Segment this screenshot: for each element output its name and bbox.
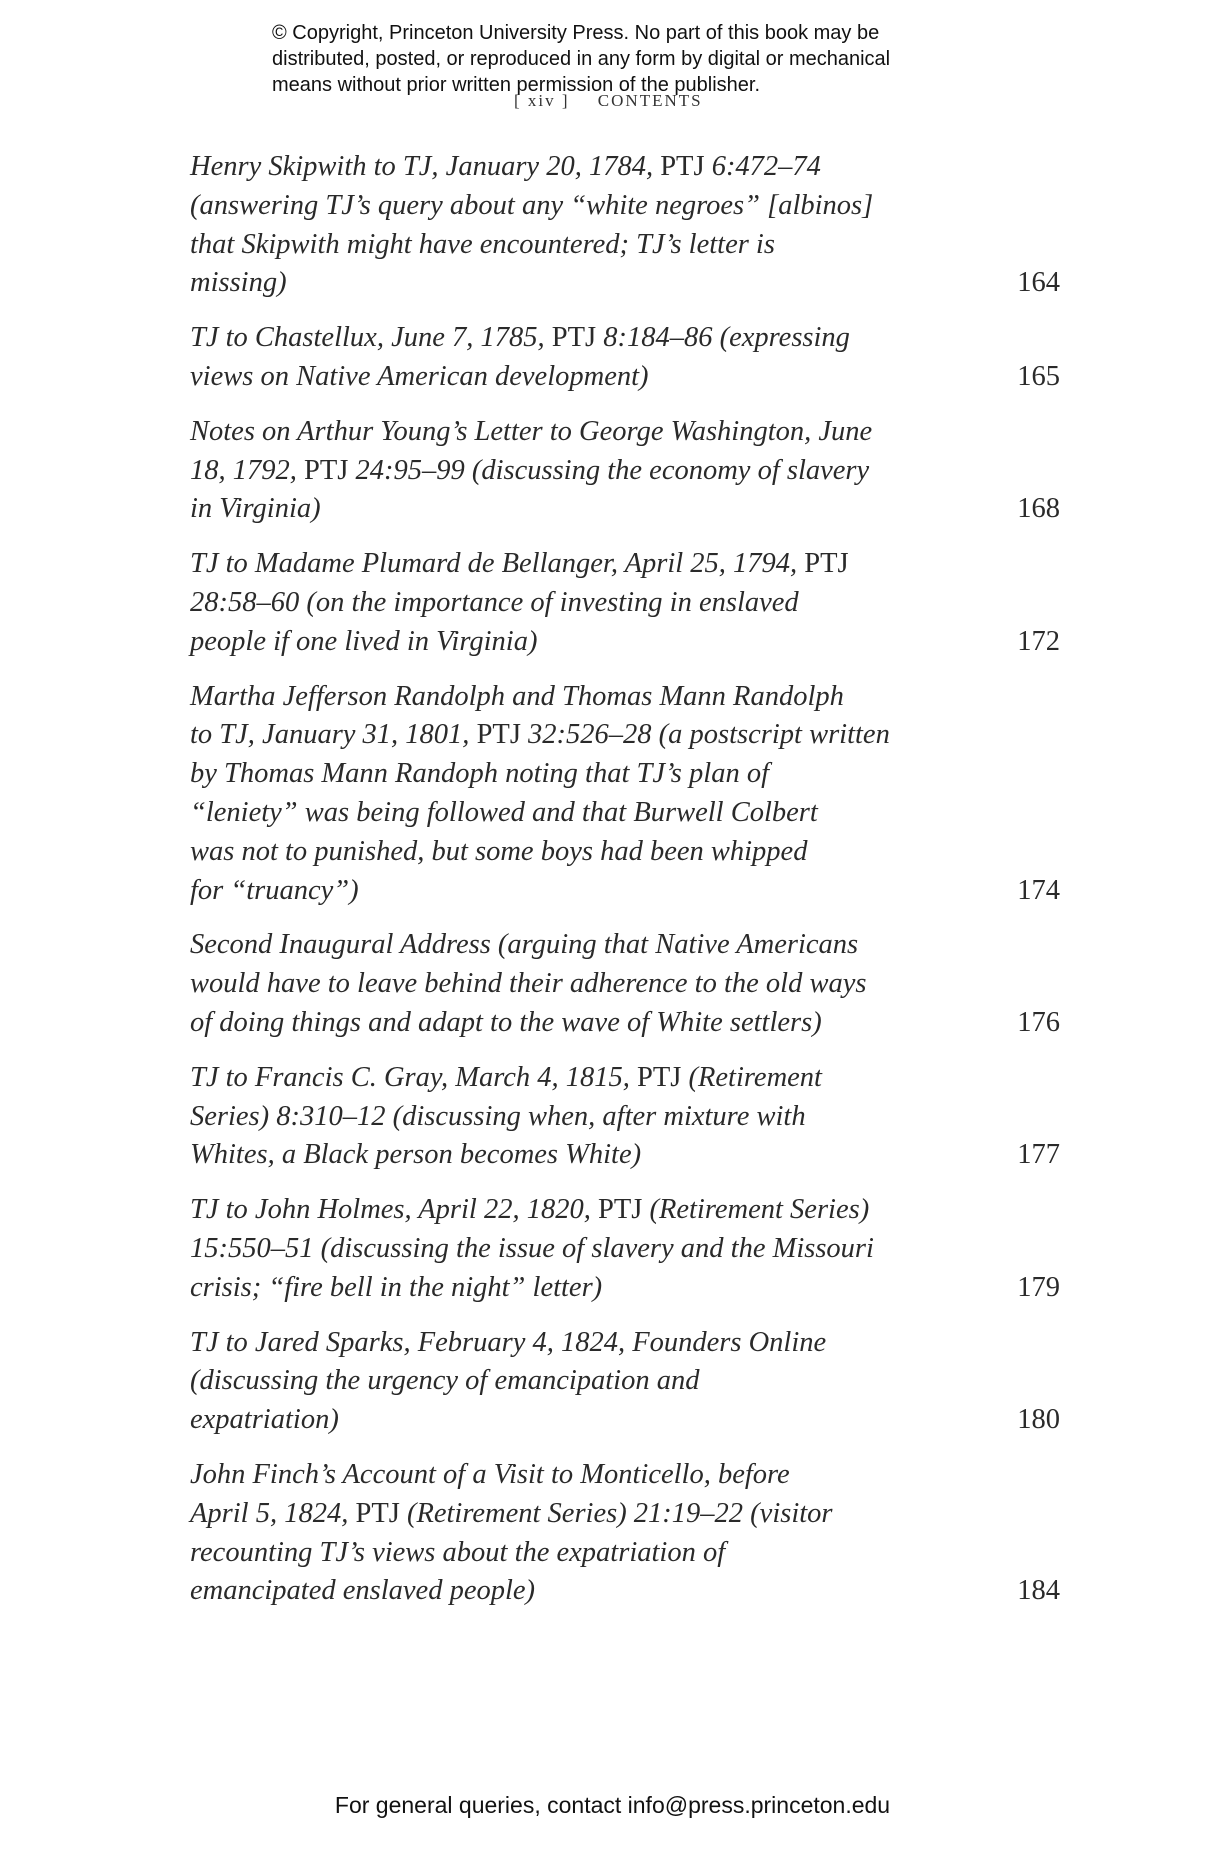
entry-page-number: 179 <box>1017 1271 1060 1303</box>
contents-entry <box>190 926 1060 1042</box>
entry-text: 6:472–74 <box>704 151 821 182</box>
contents-entry <box>190 1059 1060 1175</box>
entry-text: (Retirement <box>681 1061 822 1093</box>
entry-line <box>190 1362 960 1401</box>
contents-entry <box>190 1324 1060 1440</box>
entry-text: would have to leave behind their adherence to the old ways <box>190 968 867 1000</box>
entry-text: missing) <box>190 267 287 299</box>
entry-text: of doing things and adapt to the wave of White settlers) <box>190 1006 822 1038</box>
entry-text: Whites, a Black person becomes White) <box>190 1139 642 1171</box>
entry-line <box>190 187 960 226</box>
contents-entry <box>190 1456 1060 1611</box>
entry-line <box>190 1098 960 1137</box>
copyright-notice <box>272 20 972 98</box>
entry-text: emancipated enslaved people) <box>190 1575 536 1607</box>
entry-page-number: 177 <box>1017 1139 1060 1171</box>
entry-text: TJ to Madame Plumard de Bellanger, April 25, 1794, <box>190 548 805 580</box>
entry-line <box>190 148 960 187</box>
contents-entry <box>190 678 1060 911</box>
entry-line <box>190 1004 960 1043</box>
entry-text: views on Native American development) <box>190 360 649 392</box>
copyright-line: means without prior written permission of the publisher. <box>272 74 761 96</box>
entry-page-number: 174 <box>1017 874 1060 906</box>
entry-line <box>190 1534 960 1573</box>
contents-entry <box>190 413 1060 529</box>
entry-line <box>190 319 960 358</box>
contents-entry <box>190 148 1060 303</box>
entry-text: to TJ, January 31, 1801, <box>190 719 477 751</box>
entry-text: John Finch’s Account of a Visit to Monticello, before <box>190 1458 790 1490</box>
entry-text: PTJ <box>355 1497 400 1529</box>
entry-text: Notes on Arthur Young’s Letter to George Washington, June <box>190 415 873 447</box>
entry-text: PTJ <box>304 454 349 486</box>
entry-line <box>190 678 960 717</box>
entry-text: PTJ <box>804 548 849 580</box>
copyright-line: © Copyright, Princeton University Press. No part of this book may be <box>272 22 880 44</box>
entry-text: (discussing the urgency of emancipation and <box>190 1365 700 1397</box>
entry-text: April 5, 1824, <box>190 1497 356 1529</box>
entry-text: TJ to Chastellux, June 7, 1785, <box>190 322 552 354</box>
entry-text: for “truancy”) <box>190 874 359 906</box>
entry-text: Henry Skipwith to TJ, January 20, 1784, <box>190 151 661 182</box>
entry-text: Martha Jefferson Randolph and Thomas Mann Randolph <box>190 680 844 712</box>
entry-text: “leniety” was being followed and that Burwell Colbert <box>190 796 818 828</box>
entry-text: TJ to Jared Sparks, February 4, 1824, Founders Online <box>190 1326 827 1358</box>
entry-line <box>190 1572 960 1611</box>
contents-entry <box>190 545 1060 661</box>
entry-text: PTJ <box>551 322 597 354</box>
page-folio: [ xiv ] <box>514 91 570 110</box>
entry-line <box>190 452 960 491</box>
entry-text: (answering TJ’s query about any “white negroes” [albinos] <box>190 189 874 221</box>
entry-text: (Retirement Series) 21:19–22 (visitor <box>399 1497 833 1529</box>
entry-line <box>190 1456 960 1495</box>
entry-line <box>190 926 960 965</box>
entry-text: people if one lived in Virginia) <box>190 625 538 657</box>
entry-line <box>190 490 960 529</box>
entry-page-number: 184 <box>1017 1575 1060 1607</box>
entry-text: Second Inaugural Address (arguing that Native Americans <box>190 929 859 961</box>
contents-list <box>190 148 1060 1627</box>
entry-page-number: 164 <box>1017 267 1060 299</box>
entry-text: by Thomas Mann Randoph noting that TJ’s plan of <box>190 758 769 790</box>
entry-page-number: 176 <box>1017 1006 1060 1038</box>
entry-line <box>190 872 960 911</box>
entry-text: TJ to Francis C. Gray, March 4, 1815, <box>190 1061 638 1093</box>
entry-line <box>190 1136 960 1175</box>
entry-line <box>190 794 960 833</box>
entry-text: PTJ <box>476 719 521 751</box>
entry-line <box>190 226 960 265</box>
entry-text: 32:526–28 (a postscript written <box>520 719 890 751</box>
entry-line <box>190 1059 960 1098</box>
entry-line <box>190 545 960 584</box>
entry-line <box>190 413 960 452</box>
entry-line <box>190 264 960 303</box>
entry-line <box>190 1269 960 1308</box>
entry-text: crisis; “fire bell in the night” letter) <box>190 1271 603 1303</box>
footer-contact: For general queries, contact info@press.princeton.edu <box>334 1792 891 1818</box>
entry-page-number: 180 <box>1017 1404 1060 1436</box>
entry-line <box>190 833 960 872</box>
entry-text: was not to punished, but some boys had been whipped <box>190 835 808 867</box>
running-head-title: CONTENTS <box>597 91 703 110</box>
entry-line <box>190 1324 960 1363</box>
copyright-line: distributed, posted, or reproduced in any form by digital or mechanical <box>272 48 891 70</box>
entry-line <box>190 1495 960 1534</box>
entry-line <box>190 1401 960 1440</box>
entry-line <box>190 358 960 397</box>
contents-entry <box>190 319 1060 397</box>
running-head <box>514 91 703 111</box>
entry-line <box>190 584 960 623</box>
entry-text: TJ to John Holmes, April 22, 1820, <box>190 1194 598 1226</box>
entry-text: 24:95–99 (discussing the economy of slavery <box>348 454 870 486</box>
entry-line <box>190 623 960 662</box>
entry-text: (Retirement Series) <box>642 1194 870 1226</box>
entry-text: 8:184–86 (expressing <box>596 322 850 354</box>
entry-text: recounting TJ’s views about the expatriation of <box>190 1536 726 1568</box>
entry-text: 15:550–51 (discussing the issue of slavery and the Missouri <box>190 1232 874 1264</box>
entry-page-number: 165 <box>1017 360 1060 392</box>
entry-page-number: 168 <box>1017 493 1060 525</box>
entry-line <box>190 1230 960 1269</box>
entry-text: PTJ <box>597 1194 643 1226</box>
entry-text: in Virginia) <box>190 493 321 525</box>
entry-text: PTJ <box>660 151 705 182</box>
entry-page-number: 172 <box>1017 625 1060 657</box>
entry-text: PTJ <box>637 1061 682 1093</box>
entry-line <box>190 755 960 794</box>
entry-text: expatriation) <box>190 1404 339 1436</box>
entry-line <box>190 716 960 755</box>
entry-line <box>190 1191 960 1230</box>
entry-text: 28:58–60 (on the importance of investing in enslaved <box>190 586 799 618</box>
contents-entry <box>190 1191 1060 1307</box>
entry-text: Series) 8:310–12 (discussing when, after mixture with <box>190 1100 806 1132</box>
entry-text: 18, 1792, <box>190 454 304 486</box>
entry-text: that Skipwith might have encountered; TJ’s letter is <box>190 228 775 260</box>
entry-line <box>190 965 960 1004</box>
